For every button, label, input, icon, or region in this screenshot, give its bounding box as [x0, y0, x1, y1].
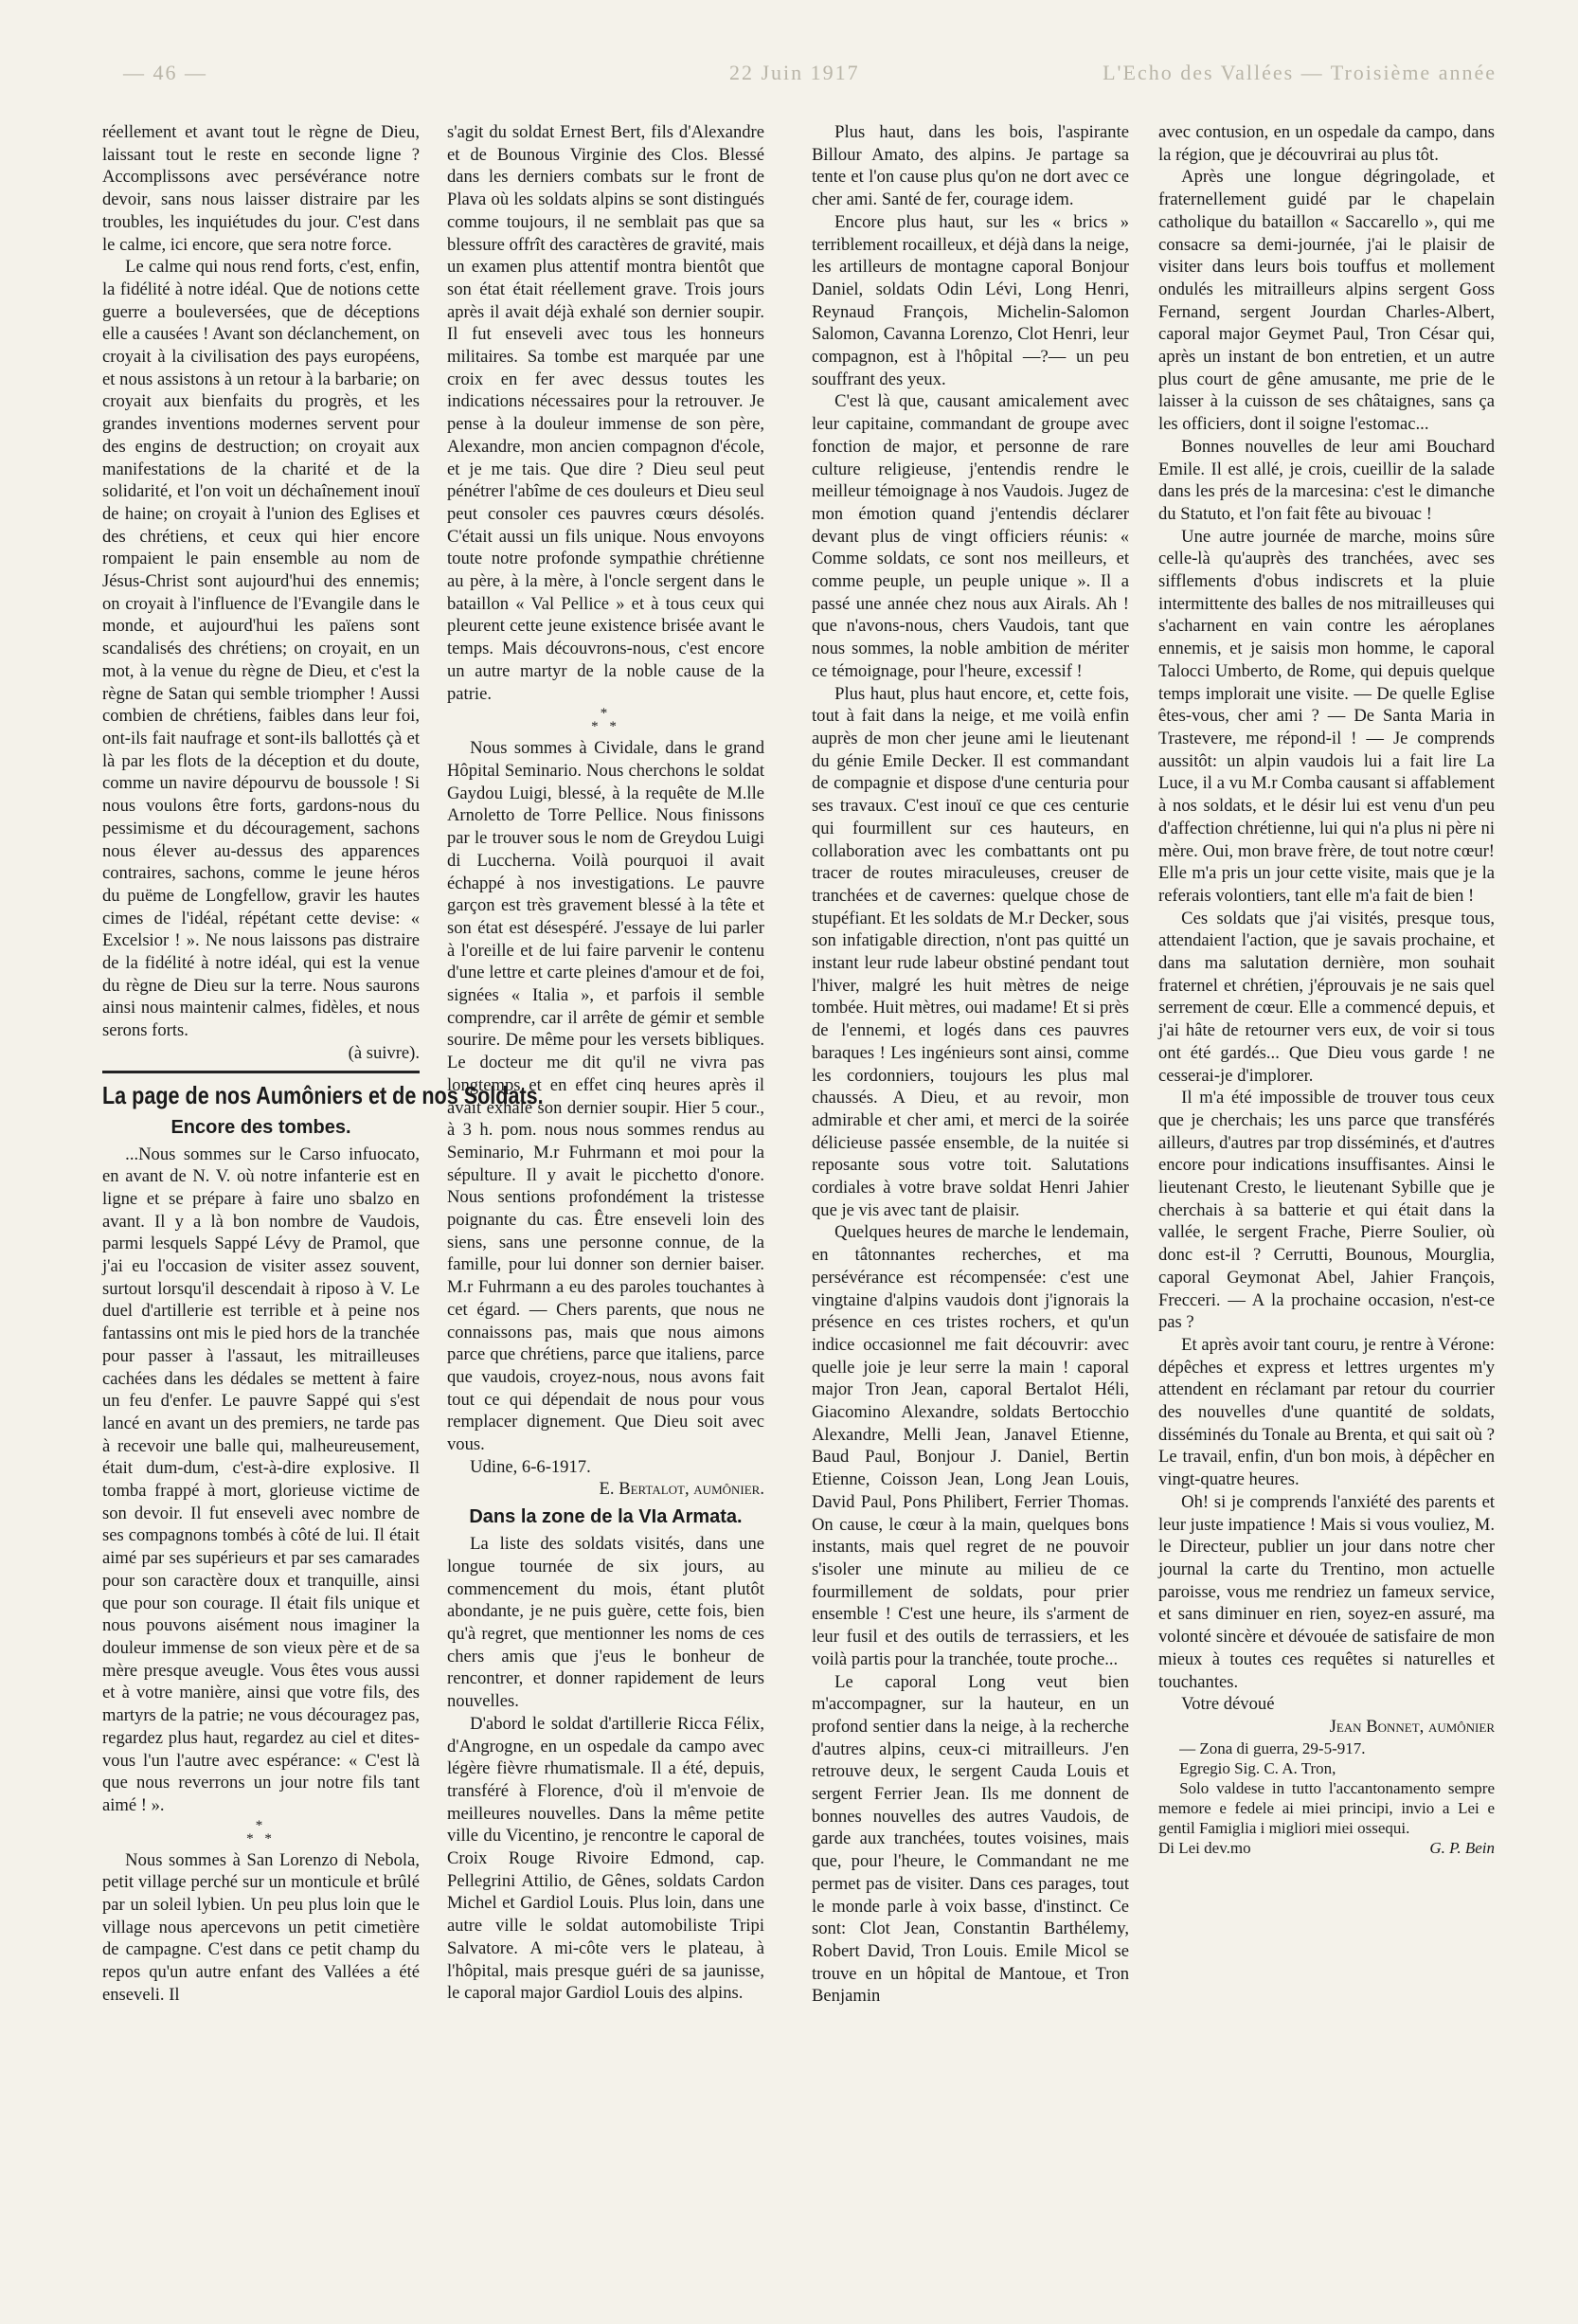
closing: Votre dévoué	[1181, 1694, 1275, 1715]
to-be-continued: (à suivre).	[348, 1042, 420, 1063]
article-title: Dans la zone de la VIa Armata.	[469, 1506, 743, 1528]
issue-date: 22 Juin 1917	[729, 61, 860, 84]
page-number: — 46 —	[123, 61, 207, 84]
paragraph: Le calme qui nous rend forts, c'est, enfin, la fidélité à notre idéal. Que de notions cette guerre a bouleversées, que de déceptions elle a causées ! Avant son déclanchement, on croyait à la civilisation des pays européens, et nous assistons à un retour à la barbarie; on croyait aux bienfaits du progrès, et les grandes inventions modernes servent pour des engins de destruction; on croyait aux manifestations de la charité et de la solidarité, et l'on voit un déchaînement inouï de haine; on croyait à l'union des Eglises et des chrétiens, et ceux qui hier encore rompaient le pain ensemble au nom de Jésus-Christ sont aujourd'hui des ennemis; on croyait à l'influence de l'Evangile dans le monde, et aujourd'hui les païens sont scandalisés des chrétiens; on croyait, en un mot, à la venue du règne de Dieu, et c'est la règne de Satan qui semble triompher ! Aussi combien de chrétiens, faibles dans leur foi, ont-ils fait naufrage et sont-ils ballottés çà et là par les flots de la déception et du doute, comme un navire dépourvu de boussole ! Si nous voulons être forts, gardons-nous du pessimisme et du découragement, sachons nous élever au-dessus des apparences contraires, sachons, comme le jeune héros du puëme de Longfellow, gravir les hautes cimes de l'idéal, répétant cette devise: « Excelsior ! ». Ne nous laissons pas distraire de la fidélité à notre idéal, qui est la venue du règne de Dieu sur la terre. Nous saurons ainsi nous maintenir calmes, fidèles, et nous serons forts.	[102, 257, 420, 1041]
letter-signature: G. P. Bein	[1429, 1838, 1495, 1857]
paragraph: La liste des soldats visités, dans une longue tournée de six jours, au commencement du mois, étant plutôt abondante, je ne puis guère, cette fois, bien qu'à regret, que mentionner les noms de ces chers amis que j'eus le bonheur de rencontrer, et donner rapidement de leurs nouvelles.	[447, 1534, 764, 1712]
asterism: * * *	[591, 706, 620, 735]
column-2	[447, 121, 764, 2005]
paragraph: ...Nous sommes sur le Carso infuocato, en avant de N. V. où notre infanterie est en ligne et se prépare à faire uno sbalzo en avant. Il y a là bon nombre de Vaudois, parmi lesquels Sappé Lévy de Pramol, que j'ai eu l'occasion de visiter assez souvent, surtout lorsqu'il descendait à riposo à V. Le duel d'artillerie est terrible et à peine nos fantassins ont mis le pied hors de la tranchée pour passer à l'assaut, les mitrailleuses cachées dans les dédales se mettent à faire un feu d'enfer. Le pauvre Sappé qui s'est lancé en avant un des premiers, ne tarde pas à recevoir une balle qui, malheureusement, était dum-dum, c'est-à-dire explosive. Il tomba frappé à mort, glorieuse victime de son devoir. Il fut enseveli avec nombre de ses compagnons tombés à côté de lui. Il était aimé par ses supérieurs et par ses camarades pour son caractère doux et tranquille, ainsi que pour son courage. Il était fils unique et nous pouvons aisément nous imaginer la douleur immense de son vieux père et de sa mère presque aveugle. Vous êtes vous aussi et à votre manière, ainsi que votre fils, des martyrs de la patrie; ne vous découragez pas, regardez plus haut, regardez au ciel et dites-vous l'un l'autre avec espérance: « C'est là que nous reverrons un jour notre fils tant aimé ! ».	[102, 1144, 420, 1815]
paragraph: réellement et avant tout le règne de Dieu, laissant tout le reste en seconde ligne ? Accomplissons avec persévérance notre devoir, sans nous laisser distraire par les troubles, les inquiétudes du jour. C'est dans le calme, ici encore, que sera notre force.	[102, 122, 420, 255]
column-4	[1158, 121, 1495, 1858]
paragraph: Le caporal Long veut bien m'accompagner, sur la hauteur, en un profond sentier dans la neige, à la recherche d'autres alpins, ceux-ci mitrailleurs. J'en retrouve deux, le sergent Cauda Louis et sergent Ferrier Jean. Ils me donnent de bonnes nouvelles des autres Vaudois, de garde aux tranchées, toutes voisines, mais que, pour l'heure, le Commandant ne me permet pas de visiter. Dans ces parages, tout le monde parle à voix basse, d'instinct. Ce sont: Clot Jean, Constantin Barthélemy, Robert David, Tron Louis. Emile Micol se trouve en un hôpital de Mantoue, et Tron Benjamin	[812, 1671, 1129, 2007]
dateline: Udine, 6-6-1917.	[470, 1456, 591, 1477]
section-title: La page de nos Aumôniers et de nos Soldats.	[102, 1080, 544, 1109]
journal-title: L'Echo des Vallées — Troisième année	[1103, 61, 1497, 84]
paragraph: Oh! si je comprends l'anxiété des parents et leur juste impatience ! Mais si vous vouliez, M. le Directeur, publier un jour dans notre cher journal la carte du Trentino, mon actuelle paroisse, vous me rendriez un fameux service, et sans diminuer en rien, soyez-en assuré, ma volonté sincère et dévouée de satisfaire de mon mieux à toutes ces requêtes si naturelles et touchantes.	[1158, 1491, 1495, 1692]
paragraph: Après une longue dégringolade, et fraternellement guidé par le chapelain catholique du bataillon « Saccarello », qui me consacre sa demi-journée, j'ai le plaisir de visiter dans leurs bois touffus et mollement ondulés les mitrailleurs alpins sergent Goss Fernand, sergent Jourdan Charles-Albert, caporal major Geymet Paul, Tron César qui, après un instant de bon entretien, et un autre plus court de gêne amusante, me prie de le laisser à la cuisson de ses châtaignes, sans ça les officiers, dont il soigne l'estomac...	[1158, 167, 1495, 435]
paragraph: Et après avoir tant couru, je rentre à Vérone: dépêches et express et lettres urgentes m'y attendent en réclamant par retour du courrier des nouvelles d'une quantité de soldats, disséminés du Tonale au Brenta, et qui sait où ? Le travail, enfin, d'un bon mois, à dépêcher en vingt-quatre heures.	[1158, 1334, 1495, 1490]
page-header	[85, 57, 1506, 95]
paragraph: C'est là que, causant amicalement avec leur capitaine, commandant de groupe avec fonction de major, et personne de rare culture religieuse, j'entendis rendre le meilleur témoignage à nos Vaudois. Jugez de mon émotion quand j'entendis déclarer devant plus de vingt officiers réunis: « Comme soldats, ce sont nos meilleurs, et comme peuple, un peuple unique ». Il a passé une année chez nous aux Airals. Ah ! que n'avons-nous, chers Vaudois, tant que nous sommes, la noble ambition de mériter ce témoignage, pour l'heure, excessif !	[812, 391, 1129, 681]
paragraph: Plus haut, dans les bois, l'aspirante Billour Amato, des alpins. Je partage sa tente et l'on cause plus qu'on ne dort avec ce cher ami. Santé de fer, courage idem.	[812, 122, 1129, 210]
paragraph: D'abord le soldat d'artillerie Ricca Félix, d'Angrogne, en un ospedale da campo avec légère fièvre rhumatismale. Il a été, depuis, transféré à Florence, d'où il m'envoie de meilleures nouvelles. Dans la même petite ville du Vicentino, je rencontre le caporal de Croix Rouge Rivoire Edmond, cap. Pellegrini Attilio, de Gênes, soldats Cardon Michel et Gardiol Louis. Plus loin, dans une autre ville le soldat automobiliste Tripi Salvatore. A mi-côte vers le plateau, à l'hôpital, mais presque guéri de sa jaunisse, le caporal major Gardiol Louis des alpins.	[447, 1713, 764, 2004]
letter-closing	[1158, 1838, 1495, 1858]
paragraph: Nous sommes à Cividale, dans le grand Hôpital Seminario. Nous cherchons le soldat Gaydou Luigi, blessé, à la requête de M.lle Arnoletto de Torre Pellice. Nous finissons par le trouver sous le nom de Greydou Luigi di Luccherna. Voilà pourquoi il avait échappé à nos investigations. Le pauvre garçon est très gravement blessé à la tête et son état est désespéré. J'essaye de lui parler à l'oreille et de lui faire parvenir le contenu d'une lettre et carte pleines d'amour et de foi, signées « Italia », et parfois il semble comprendre, car il arrête de gémir et semble sourire. De même pour les versets bibliques. Le docteur me dit qu'il ne vivra pas longtemps et en effet cinq heures après il avait exhalé son dernier soupir. Hier 5 cour., à 3 h. pom. nous nous sommes rendus au Seminario, M.r Fuhrmann et moi pour la sépulture. Il y avait le picchetto d'onore. Nous sentions profondément la tristesse poignante du cas. Être enseveli loin des siens, sans une personne connue, de la famille, pour lui donner son dernier baiser. M.r Fuhrmann a eu des paroles touchantes à cet égard. — Chers parents, que nous ne connaissons pas, mais que nous aimons parce que chrétiens, parce que italiens, parce que vaudois, croyez-nous, nous avons fait tout ce qui dépendait de nous pour vous remplacer dignement. Que Dieu soit avec vous.	[447, 738, 764, 1455]
signature: Jean Bonnet, aumônier	[1329, 1716, 1495, 1737]
paragraph: Quelques heures de marche le lendemain, en tâtonnantes recherches, et ma persévérance est récompensée: c'est une vingtaine d'alpins vaudois dont j'ignorais la présence en ces tristes rochers, et qu'un indice occasionnel me fait découvrir: avec quelle joie je leur serre la main ! caporal major Tron Jean, caporal Bertalot Héli, Giacomino Alexandre, soldats Bertocchio Alexandre, Melli Jean, Janavel Etienne, Baud Paul, Bonjour J. Daniel, Bertin Etienne, Coisson Jean, Long Jean Louis, David Paul, Pons Philibert, Ferrier Thomas. On cause, le cœur à la main, quelques bons instants, mais quel regret de ne pouvoir s'isoler une minute au milieu de ce fourmillement de soldats, pour prier ensemble ! C'est une heure, ils s'arment de leur fusil et des outils de terrassiers, et les voilà partis pour la tranchée, toute proche...	[812, 1222, 1129, 1669]
letter-closing-text: Di Lei dev.mo	[1158, 1838, 1251, 1857]
column-3	[812, 121, 1129, 2008]
paragraph: Ces soldats que j'ai visités, presque tous, attendaient l'action, que je savais prochaine, et dans ma salutation dernière, mon souhait fraternel et chrétien, j'éprouvais je ne sais quel serrement de cœur. Elle a commencé depuis, et j'ai hâte de retourner vers eux, de voir si tous ont été gardés... Que Dieu vous garde ! ne cesserai-je d'implorer.	[1158, 908, 1495, 1086]
section-divider	[102, 1071, 420, 1073]
signature: E. Bertalot, aumônier.	[599, 1479, 764, 1500]
article-title: Encore des tombes.	[170, 1116, 351, 1138]
paragraph: s'agit du soldat Ernest Bert, fils d'Alexandre et de Bounous Virginie des Clos. Blessé dans les derniers combats sur le front de Plava où les soldats alpins se sont distingués comme toujours, il ne semblait pas que sa blessure offrît des caractères de gravité, mais un examen plus attentif montra bientôt que son état était réellement grave. Trois jours après il avait déjà exhalé son dernier soupir. Il fut enseveli avec tous les honneurs militaires. Sa tombe est marquée par une croix en fer avec dessus toutes les indications nécessaires pour la retrouver. Je pense à la douleur immense de son père, Alexandre, mon ancien compagnon d'école, et je me tais. Que dire ? Dieu seul peut pénétrer l'abîme de ces douleurs et Dieu seul peut consoler ces pauvres cœurs désolés. C'était aussi un fils unique. Nous envoyons toute notre profonde sympathie chrétienne au père, à la mère, à l'oncle sergent dans le bataillon « Val Pellice » et à tous ceux qui pleurent cette jeune existence brisée avant le temps. Mais découvrons-nous, c'est encore un autre martyr de la noble cause de la patrie.	[447, 122, 764, 704]
letter-body: Solo valdese in tutto l'accantonamento sempre memore e fedele ai miei principi, invio a Lei e gentil Famiglia i migliori miei ossequi.	[1158, 1778, 1495, 1837]
paragraph: Bonnes nouvelles de leur ami Bouchard Emile. Il est allé, je crois, cueillir de la salade dans les prés de la marcesina: c'est le dimanche du Statuto, et l'on fait fête au bivouac !	[1158, 436, 1495, 524]
paragraph: Encore plus haut, sur les « brics » terriblement rocailleux, et déjà dans la neige, les artilleurs de montagne caporal Bonjour Daniel, soldats Odin Lévi, Long Henri, Reynaud François, Michelin-Salomon Salomon, Cavanna Lorenzo, Clot Henri, leur compagnon, est à l'hôpital —?— un peu souffrant des yeux.	[812, 211, 1129, 389]
paragraph: Plus haut, plus haut encore, et, cette fois, tout à fait dans la neige, et me voilà enfin auprès de mon cher jeune ami le lieutenant du génie Emile Decker. Il est commandant de compagnie et dispose d'une centuria pour ses travaux. C'est inouï ce que ces centurie qui fourmillent sur ces hauteurs, en collaboration avec les combattants ont pu tracer de routes miraculeuses, creuser de tranchées et de cavernes: quelque chose de stupéfiant. Et les soldats de M.r Decker, sous son infatigable direction, n'ont pas quitté un instant leur rude labeur obstiné pendant tout l'hiver, malgré les huit mètres de neige tombée. Huit mètres, oui madame! Et si près de l'ennemi, et logés dans ces pauvres baraques ! Les ingénieurs sont ainsi, comme les cordonniers, toujours les plus mal chaussés. A Dieu, et au revoir, mon admirable et cher ami, et merci de la soirée délicieuse passée ensemble, de la nuitée si reposante sous votre toit. Salutations cordiales à votre brave soldat Henri Jahier que je vis avec tant de plaisir.	[812, 683, 1129, 1220]
letter-salutation: Egregio Sig. C. A. Tron,	[1179, 1758, 1336, 1777]
paragraph: avec contusion, en un ospedale da campo, dans la région, que je découvrirai au plus tôt.	[1158, 122, 1495, 165]
paragraph: Une autre journée de marche, moins sûre celle-là qu'auprès des tranchées, avec ses sifflements d'obus indiscrets et la pluie intermittente des balles de nos mitrailleuses qui s'acharnent en vain contre les aéroplanes ennemis, et je saisis mon homme, le caporal Talocci Umberto, de Rome, qui depuis quelque temps implorait une visite. — De quelle Eglise êtes-vous, cher ami ? — De Santa Maria in Trastevere, me répond-il ! — Je comprends aussitôt: un alpin vaudois lui a fait lire La Luce, il a vu M.r Comba causant si affablement à nos soldats, et le désir lui est venu d'un peu d'affection chrétienne, lui qui n'a plus ni père ni mère. Oui, mon brave frère, de tout notre cœur! Elle m'a pris un jour cette visite, mais que je la referais volontiers, tant elle m'a fait de bien !	[1158, 526, 1495, 906]
paragraph: Il m'a été impossible de trouver tous ceux que je cherchais; les uns parce que transférés ailleurs, d'autres par trop disséminés, et d'autres encore pour indications insuffisantes. Ainsi le lieutenant Cresto, le lieutenant Sybille que je cherchais à sa batterie et qui était dans la vallée, le sergent Frache, Pierre Soulier, où donc est-il ? Cerrutti, Bounous, Mourglia, caporal Geymonat Abel, Jahier François, Frecceri. — A la prochaine occasion, n'est-ce pas ?	[1158, 1088, 1495, 1333]
paragraph: Nous sommes à San Lorenzo di Nebola, petit village perché sur un monticule et brûlé par un soleil lybien. Un peu plus loin que le village nous apercevons un petit cimetière de campagne. C'est dans ce petit champ du repos qu'un autre enfant des Vallées a été enseveli. Il	[102, 1849, 420, 2005]
dateline: — Zona di guerra, 29-5-917.	[1179, 1738, 1366, 1757]
asterism: * * *	[246, 1817, 276, 1847]
